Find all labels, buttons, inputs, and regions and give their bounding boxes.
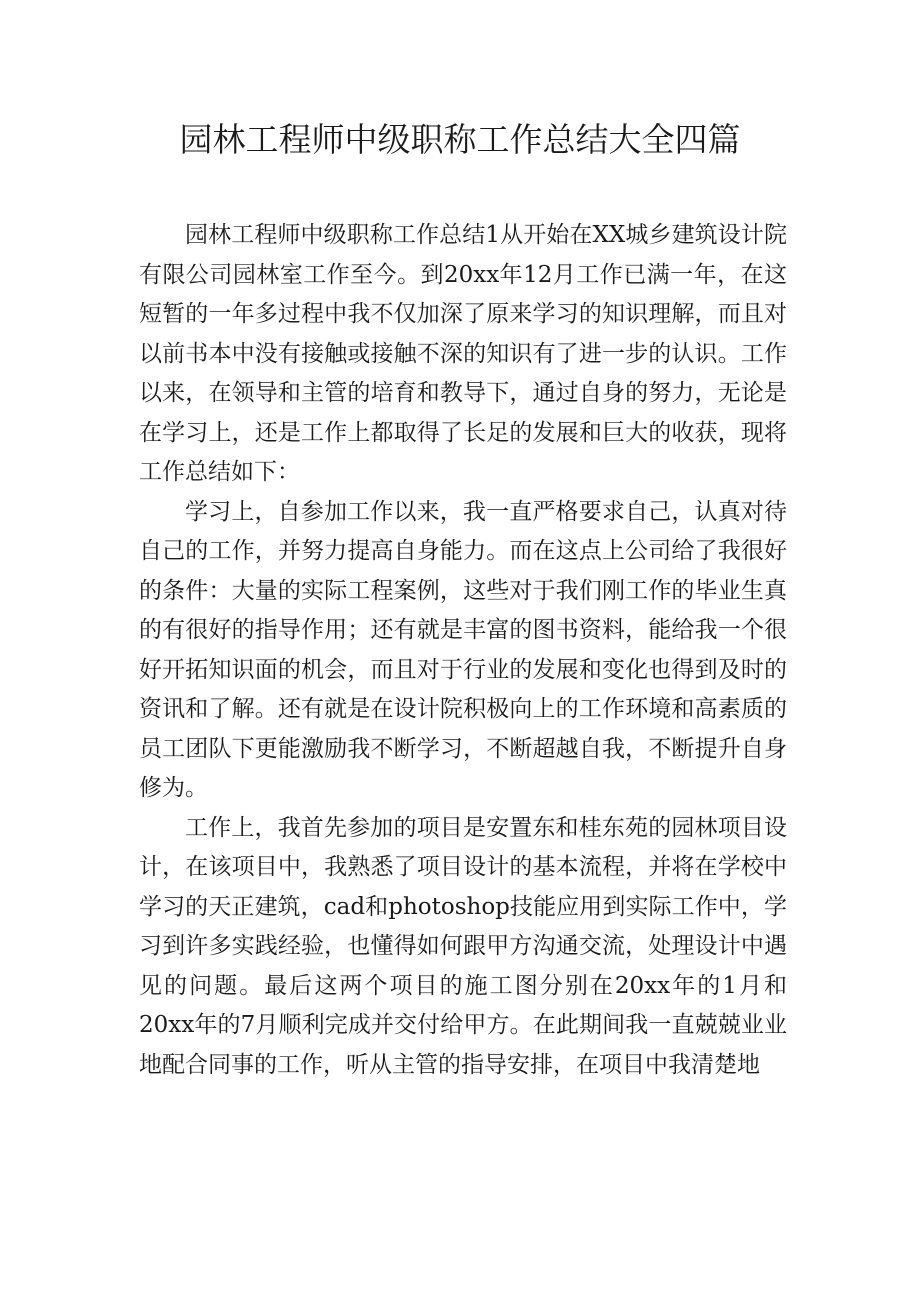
document-body: [139, 216, 787, 1085]
paragraph-3: 工作上，我首先参加的项目是安置东和桂东苑的园林项目设计，在该项目中，我熟悉了项目设计的基本流程，并将在学校中学习的天正建筑，cad和photoshop技能应用到实际工作中，学习到许多实践经验，也懂得如何跟甲方沟通交流，处理设计中遇见的问题。最后这两个项目的施工图分别在20xx年的1月和20xx年的7月顺利完成并交付给甲方。在此期间我一直兢兢业业地配合同事的工作，听从主管的指导安排，在项目中我清楚地: [139, 814, 787, 1078]
paragraph-1: 园林工程师中级职称工作总结1从开始在XX城乡建筑设计院有限公司园林室工作至今。到20xx年12月工作已满一年，在这短暂的一年多过程中我不仅加深了原来学习的知识理解，而且对以前书本中没有接触或接触不深的知识有了进一步的认识。工作以来，在领导和主管的培育和教导下，通过自身的努力，无论是在学习上，还是工作上都取得了长足的发展和巨大的收获，现将工作总结如下：: [139, 222, 787, 485]
paragraph-2: 学习上，自参加工作以来，我一直严格要求自己，认真对待自己的工作，并努力提高自身能力。而在这点上公司给了我很好的条件：大量的实际工程案例，这些对于我们刚工作的毕业生真的有很好的指导作用；还有就是丰富的图书资料，能给我一个很好开拓知识面的机会，而且对于行业的发展和变化也得到及时的资讯和了解。还有就是在设计院积极向上的工作环境和高素质的员工团队下更能激励我不断学习，不断超越自我，不断提升自身修为。: [139, 498, 787, 801]
document-title: 园林工程师中级职称工作总结大全四篇: [179, 120, 741, 159]
